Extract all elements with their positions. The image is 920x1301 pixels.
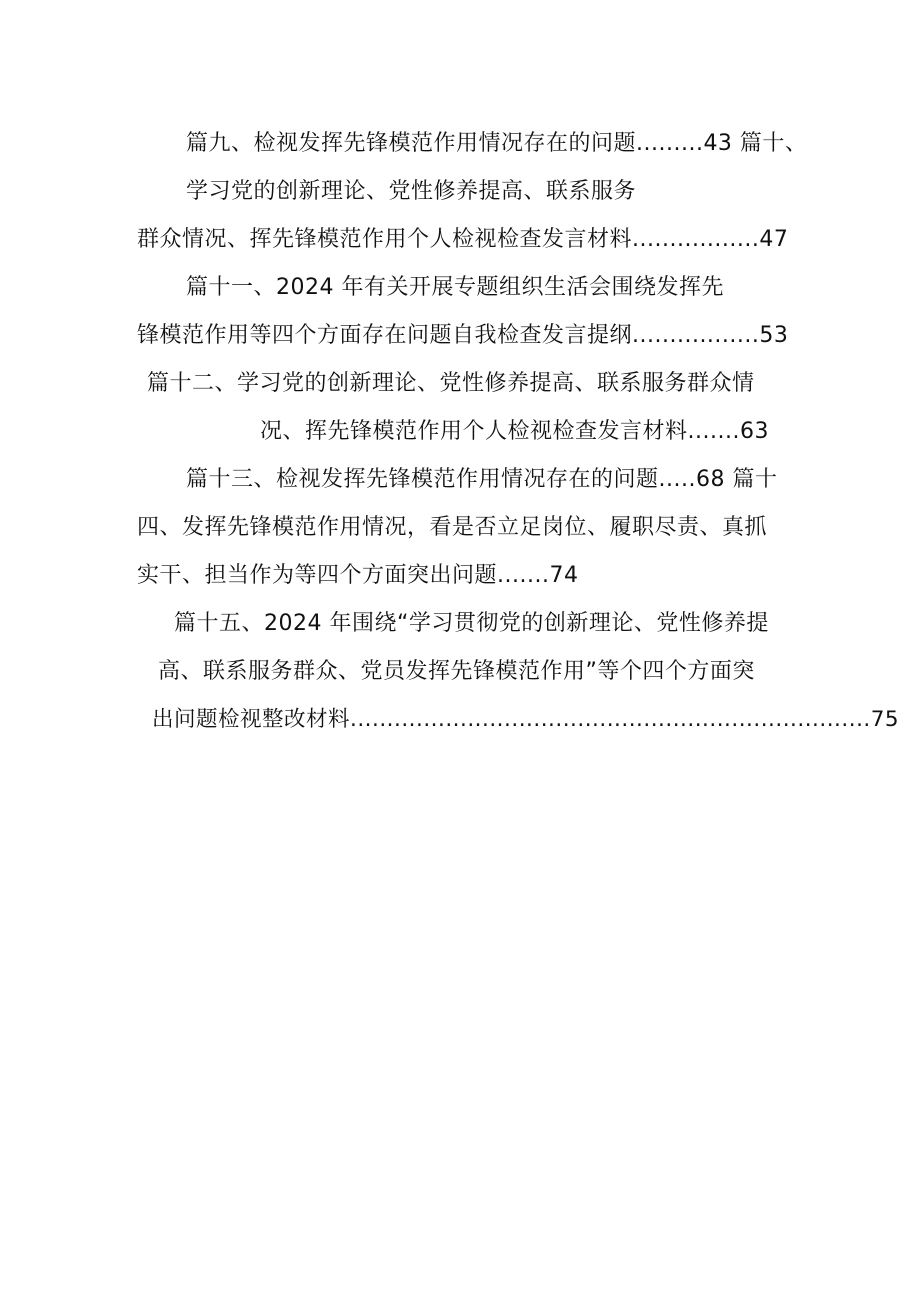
toc-line: 群众情况、挥先锋模范作用个人检视检查发言材料.................47 <box>137 227 789 252</box>
toc-line: 学习党的创新理论、党性修养提高、联系服务 <box>186 179 637 204</box>
toc-line: 实干、担当作为等四个方面突出问题.......74 <box>137 563 579 588</box>
toc-line: 四、发挥先锋模范作用情况，看是否立足岗位、履职尽责、真抓 <box>137 515 768 540</box>
toc-line: 锋模范作用等四个方面存在问题自我检查发言提纲.................53 <box>137 323 789 348</box>
toc-line: 篇十三、检视发挥先锋模范作用情况存在的问题.....68 篇十 <box>186 467 778 492</box>
toc-line: 况、挥先锋模范作用个人检视检查发言材料.......63 <box>260 419 769 444</box>
toc-line: 篇十一、2024 年有关开展专题组织生活会围绕发挥先 <box>186 275 724 300</box>
toc-line: 出问题检视整改材料.......................................................................75 <box>152 707 900 732</box>
toc-line: 篇十二、学习党的创新理论、党性修养提高、联系服务群众情 <box>147 371 755 396</box>
toc-line: 高、联系服务群众、党员发挥先锋模范作用”等个四个方面突 <box>158 659 755 684</box>
toc-line: 篇九、检视发挥先锋模范作用情况存在的问题.........43 篇十、 <box>186 131 808 156</box>
toc-line: 篇十五、2024 年围绕“学习贯彻党的创新理论、党性修养提 <box>174 611 769 636</box>
